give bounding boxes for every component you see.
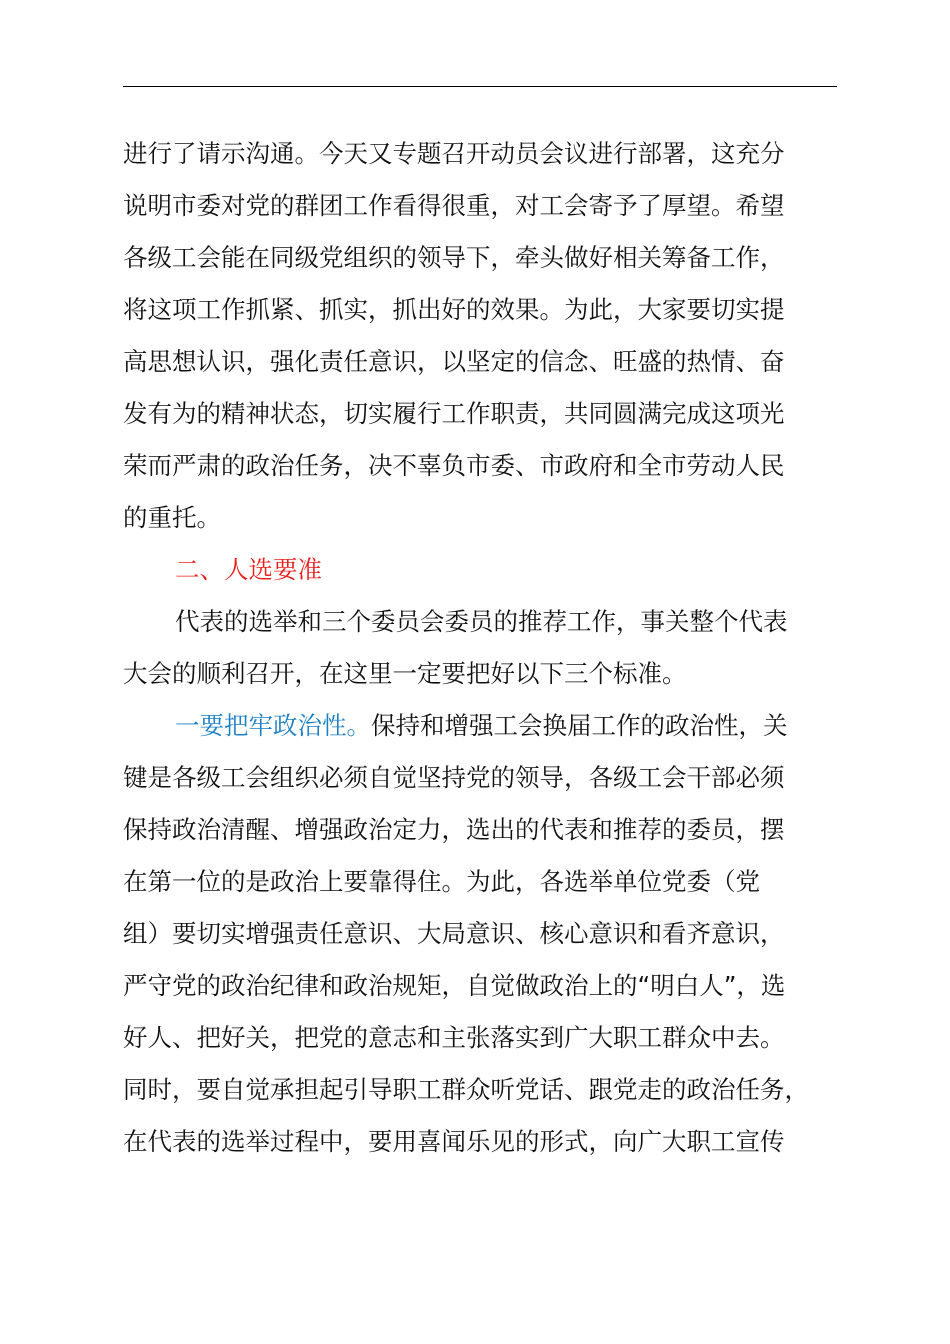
lead-phrase: 一要把牢政治性。 xyxy=(175,711,371,740)
text-line: 各级工会能在同级党组织的领导下，牵头做好相关筹备工作， xyxy=(123,243,785,272)
text-line: 键是各级工会组织必须自觉坚持党的领导，各级工会干部必须 xyxy=(123,763,785,792)
paragraph-2 xyxy=(123,596,843,700)
text-line: 高思想认识，强化责任意识，以坚定的信念、旺盛的热情、奋 xyxy=(123,347,785,376)
text-line: 好人、把好关，把党的意志和主张落实到广大职工群众中去。 xyxy=(123,1023,785,1052)
text-line: 说明市委对党的群团工作看得很重，对工会寄予了厚望。希望 xyxy=(123,191,785,220)
text-line: 保持政治清醒、增强政治定力，选出的代表和推荐的委员，摆 xyxy=(123,815,785,844)
text-line: 的重托。 xyxy=(123,503,221,532)
first-line-rest: 保持和增强工会换届工作的政治性，关 xyxy=(371,711,788,740)
text-line: 在代表的选举过程中，要用喜闻乐见的形式，向广大职工宣传 xyxy=(123,1127,785,1156)
text-line: 代表的选举和三个委员会委员的推荐工作，事关整个代表 xyxy=(175,607,788,636)
section-heading: 二、人选要准 xyxy=(175,555,322,584)
header-rule xyxy=(123,86,837,87)
text-line: 将这项工作抓紧、抓实，抓出好的效果。为此，大家要切实提 xyxy=(123,295,785,324)
text-line: 进行了请示沟通。今天又专题召开动员会议进行部署，这充分 xyxy=(123,139,785,168)
text-line: 同时，要自觉承担起引导职工群众听党话、跟党走的政治任务， xyxy=(123,1075,809,1104)
text-line: 组）要切实增强责任意识、大局意识、核心意识和看齐意识， xyxy=(123,919,785,948)
text-line: 荣而严肃的政治任务，决不辜负市委、市政府和全市劳动人民 xyxy=(123,451,785,480)
text-line: 严守党的政治纪律和政治规矩，自觉做政治上的“明白人”，选 xyxy=(123,971,786,1000)
paragraph-3-first-line xyxy=(123,700,843,752)
document-body xyxy=(123,128,843,1168)
text-line: 发有为的精神状态，切实履行工作职责，共同圆满完成这项光 xyxy=(123,399,785,428)
text-line: 大会的顺利召开，在这里一定要把好以下三个标准。 xyxy=(123,659,687,688)
text-line: 在第一位的是政治上要靠得住。为此，各选举单位党委（党 xyxy=(123,867,760,896)
paragraph-3 xyxy=(123,700,843,1168)
paragraph-1 xyxy=(123,128,843,544)
